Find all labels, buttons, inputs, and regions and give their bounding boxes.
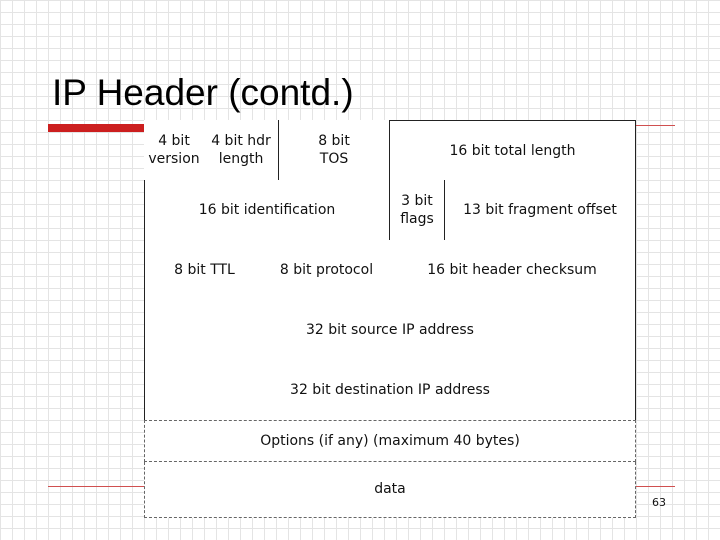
ip-header-diagram	[144, 120, 636, 518]
field-fragment-offset-label: 13 bit fragment offset	[463, 202, 617, 218]
field-header-length	[204, 120, 279, 180]
field-header-checksum-label: 16 bit header checksum	[427, 262, 597, 278]
field-destination-ip-label: 32 bit destination IP address	[290, 382, 490, 398]
field-tos	[279, 120, 389, 180]
field-identification-label: 16 bit identification	[198, 202, 336, 218]
field-flags-label: 3 bit flags	[400, 193, 434, 227]
field-protocol-label: 8 bit protocol	[279, 262, 374, 278]
field-header-checksum	[389, 240, 636, 301]
field-protocol	[264, 240, 390, 301]
field-ttl	[144, 240, 265, 301]
field-flags	[389, 180, 444, 241]
field-data-label: data	[374, 481, 406, 497]
field-options	[144, 420, 636, 462]
field-data	[144, 462, 636, 518]
title-accent-bar	[48, 124, 148, 132]
page-number: 63	[652, 496, 666, 509]
field-identification	[144, 180, 389, 241]
field-source-ip-label: 32 bit source IP address	[306, 322, 474, 338]
field-tos-label: 8 bit TOS	[318, 133, 350, 167]
field-version	[144, 120, 204, 180]
field-ttl-label: 8 bit TTL	[174, 262, 235, 278]
field-source-ip	[144, 300, 636, 361]
field-destination-ip	[144, 360, 636, 420]
slide-title: IP Header (contd.)	[52, 72, 354, 113]
field-total-length	[389, 120, 636, 181]
field-version-label: 4 bit version	[148, 133, 200, 167]
field-total-length-label: 16 bit total length	[449, 142, 576, 159]
field-fragment-offset	[444, 180, 636, 241]
field-header-length-label: 4 bit hdr length	[211, 133, 271, 167]
field-options-label: Options (if any) (maximum 40 bytes)	[260, 433, 520, 449]
